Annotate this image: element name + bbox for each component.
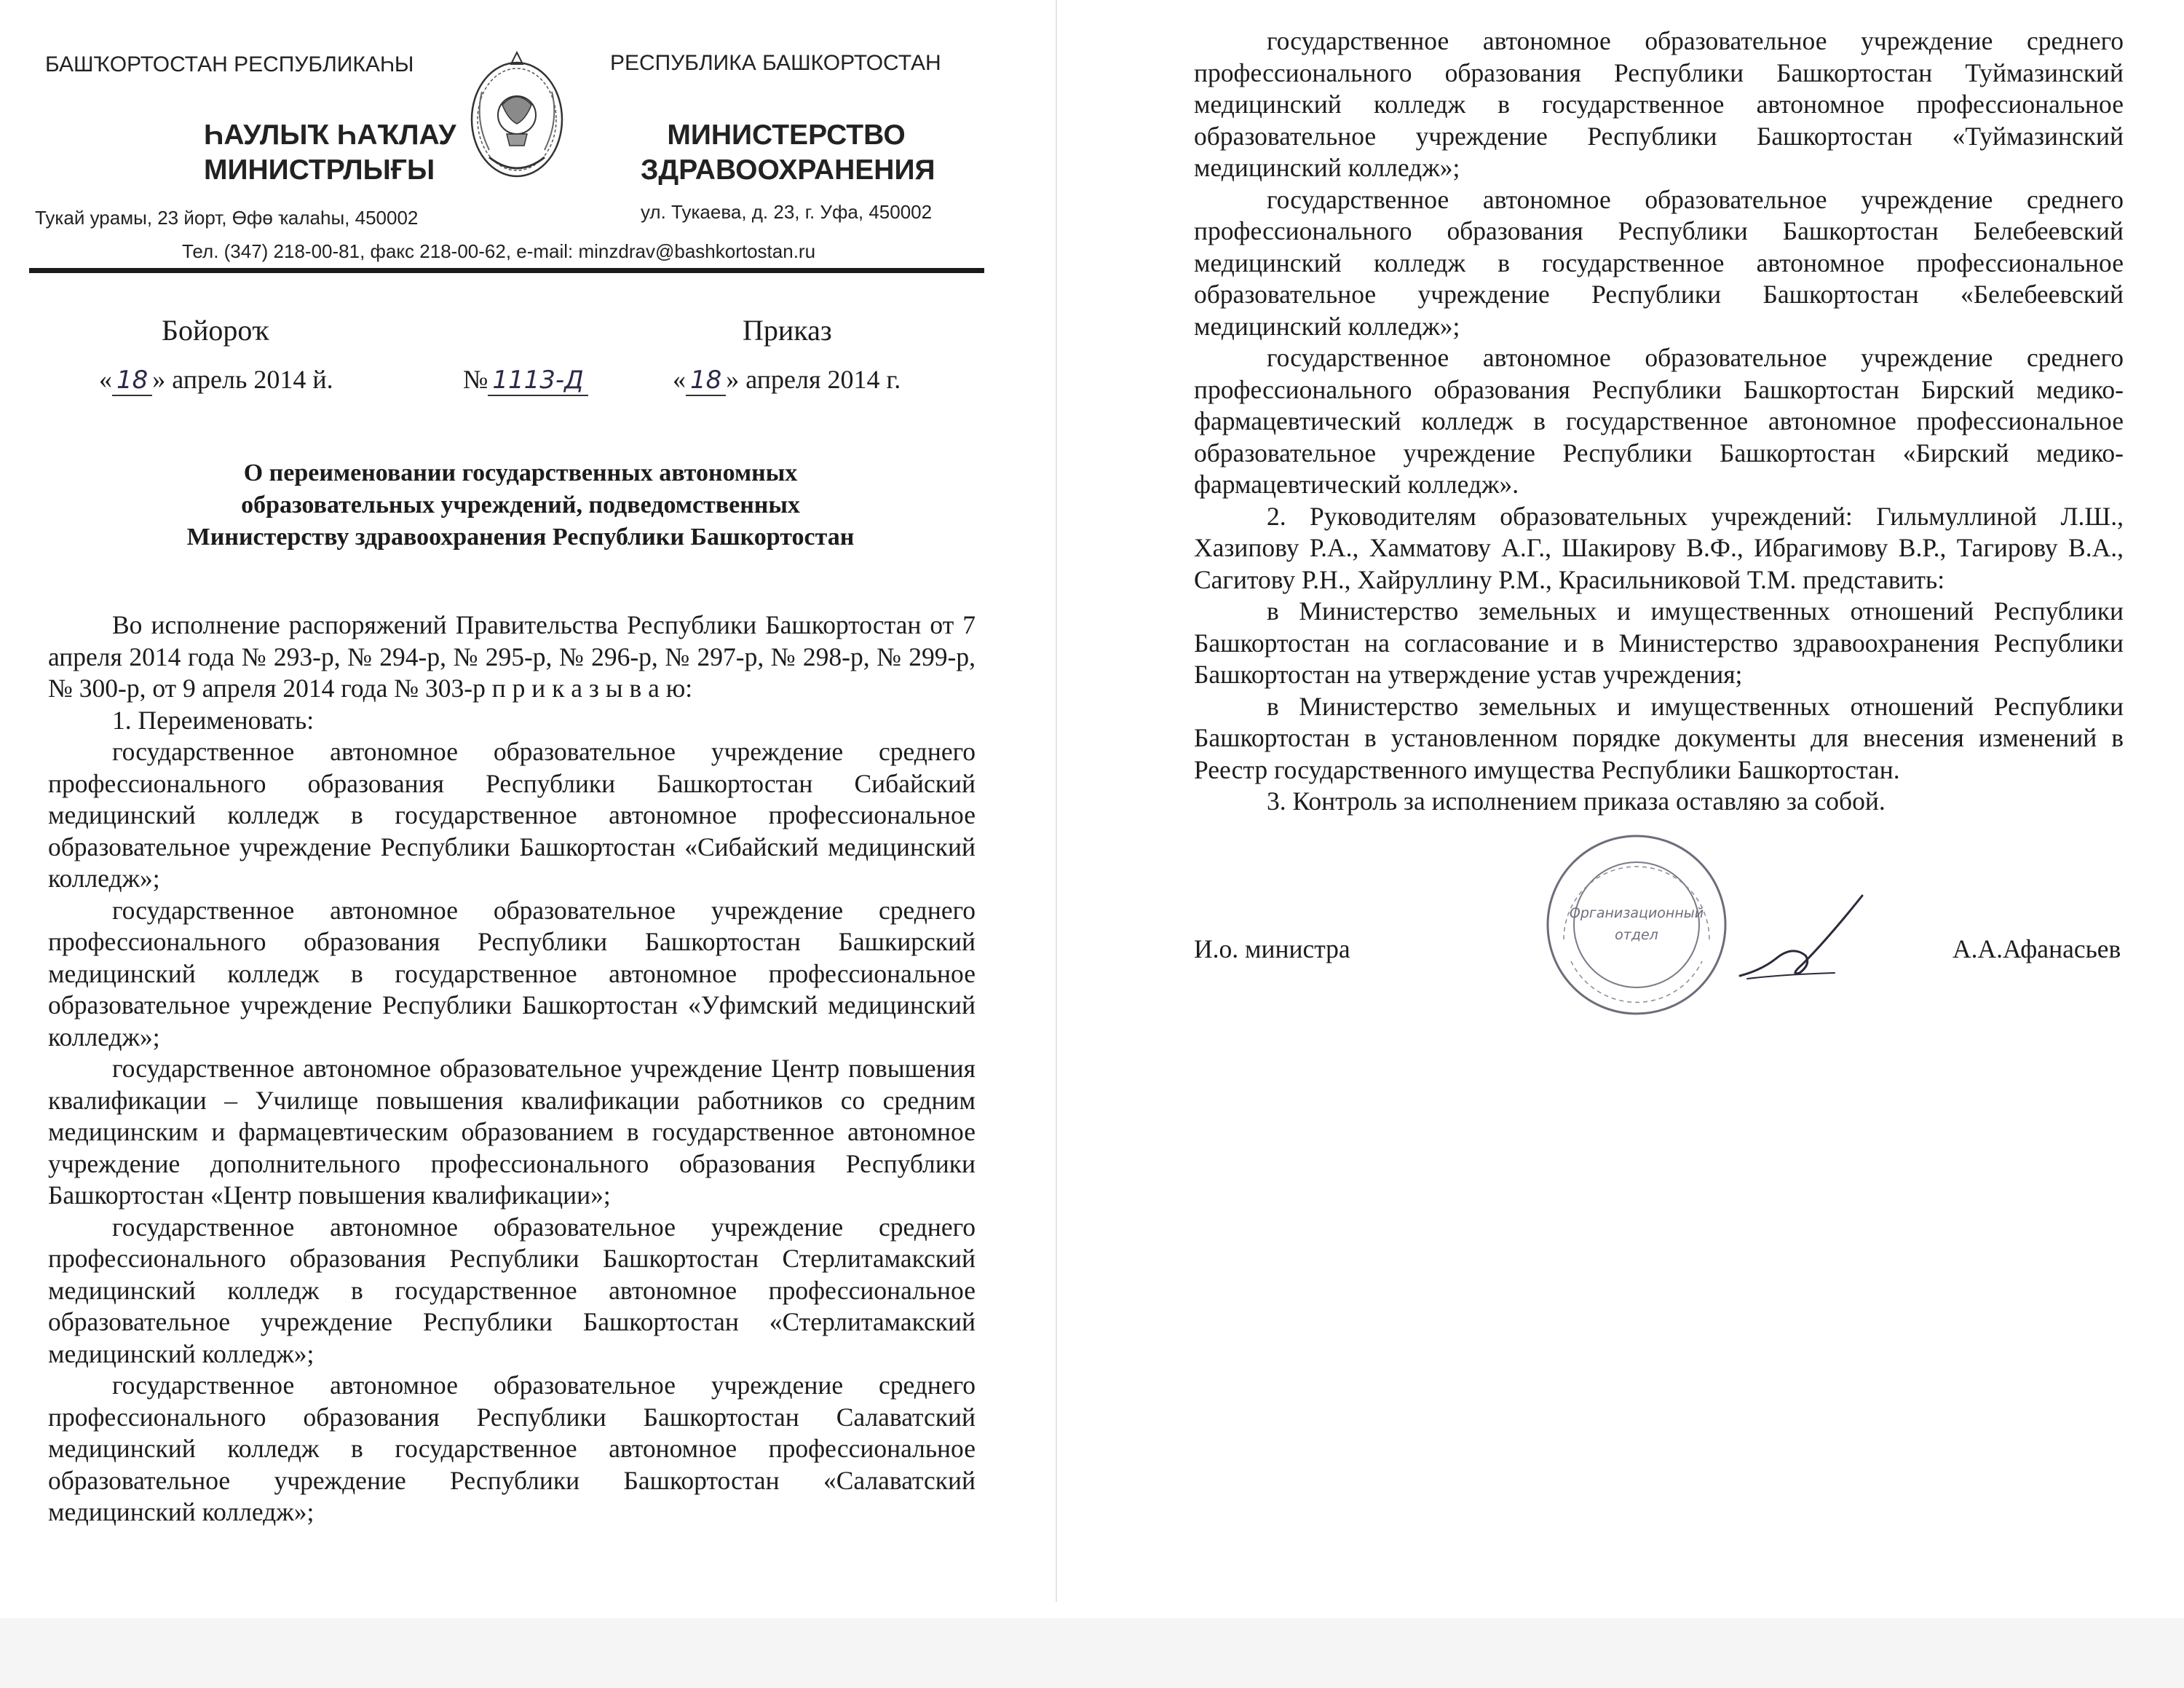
order-date-russian [673,364,901,396]
page-divider [1056,0,1057,1602]
date-rest: » апреля 2014 г. [726,365,901,394]
date-day-handwritten: 18 [112,366,152,396]
date-open-quote: « [673,365,686,394]
header-left-republic: БАШҠОРТОСТАН РЕСПУБЛИКАҺЫ [45,52,414,76]
paragraph-salavat: государственное автономное образовательное учреждение среднего профессионального образования Республики Башкортостан Салаватский медицинский колледж в государственное автономное профессиональное образовательное учреждение Республики Башкортостан «Салаватский медицинский колледж»; [48,1370,976,1526]
header-right-ministry-line1: МИНИСТЕРСТВО [667,119,906,151]
header-left-ministry [204,118,456,187]
paragraph-bashkir-college: государственное автономное образовательное учреждение среднего профессионального образования Республики Башкортостан Башкирский медицинский колледж в государственное автономное профессиональное образовательное учреждение Республики Башкортостан «Уфимский медицинский колледж»; [48,895,976,1052]
header-left-ministry-line1: ҺАУЛЫҠ ҺАҠЛАУ [204,119,456,151]
order-heading-bashkir: Бойороҡ [162,314,269,347]
paragraph-sterlitamak: государственное автономное образовательное учреждение среднего профессионального образования Республики Башкортостан Стерлитамакский медицинский колледж в государственное автономное профессиональное образовательное учреждение Республики Башкортостан «Стерлитамакский медицинский колледж»; [48,1212,976,1368]
right-body [1194,25,2124,818]
round-stamp-icon [1542,830,1731,1019]
header-left-address: Тукай урамы, 23 йорт, Өфө ҡалаһы, 450002 [35,207,419,229]
svg-text:Организационный: Организационный [1569,905,1704,921]
header-right-ministry [641,118,935,187]
signer-name: А.А.Афанасьев [1952,934,2121,963]
order-date-bashkir [99,364,333,396]
paragraph-birsk: государственное автономное образовательное учреждение среднего профессионального образования Республики Башкортостан Бирский медико-фармацевтический колледж в государственное автономное профессиональное образовательное учреждение Республики Башкортостан «Бирский медико-фармацевтический колледж». [1194,343,2124,499]
document-title [44,457,997,553]
header-right-address: ул. Тукаева, д. 23, г. Уфа, 450002 [641,201,933,223]
header-rule [29,268,984,273]
title-line-1: О переименовании государственных автономных [243,460,798,486]
order-heading-russian: Приказ [743,314,832,347]
left-page [0,0,1056,1688]
left-body [48,610,976,1529]
signer-position: И.о. министра [1194,934,1350,963]
paragraph-land-ministry-registry: в Министерство земельных и имущественных отношений Республики Башкортостан в установленном порядке документы для внесения изменений в Реестр государственного имущества Республики Башкортостан. [1194,691,2124,784]
header-right-republic: РЕСПУБЛИКА БАШКОРТОСТАН [610,51,941,75]
header-right-ministry-line2: ЗДРАВООХРАНЕНИЯ [641,154,935,186]
paragraph-belebey: государственное автономное образовательное учреждение среднего профессионального образования Республики Башкортостан Белебеевский медицинский колледж в государственное автономное профессиональное образовательное учреждение Республики Башкортостан «Белебеевский медицинский колледж»; [1194,184,2124,341]
bashkortostan-emblem-icon [460,48,574,185]
order-number [463,364,588,396]
header-left-ministry-line2: МИНИСТРЛЫҒЫ [204,154,435,186]
title-line-3: Министерству здравоохранения Республики Башкортостан [186,524,855,551]
paragraph-item-1: 1. Переименовать: [112,705,314,735]
number-sign: № [463,365,488,394]
svg-text:отдел: отдел [1615,927,1658,943]
paragraph-land-ministry-statute: в Министерство земельных и имущественных отношений Республики Башкортостан на согласование и в Министерство здравоохранения Республики Башкортостан на утверждение устав учреждения; [1194,596,2124,689]
number-handwritten: 1113-Д [488,366,587,396]
header-contacts: Тел. (347) 218-00-81, факс 218-00-62, e-mail: minzdrav@bashkortostan.ru [182,240,816,262]
paragraph-item-3: 3. Контроль за исполнением приказа оставляю за собой. [1267,786,1886,816]
title-line-2: образовательных учреждений, подведомственных [241,492,800,518]
paragraph-qualification-center: государственное автономное образовательное учреждение Центр повышения квалификации – Училище повышения квалификации работников со средним медицинским и фармацевтическим образованием в государственное автономное учреждение дополнительного профессионального образования Республики Башкортостан «Центр повышения квалификации»; [48,1054,976,1210]
paragraph-sibay: государственное автономное образовательное учреждение среднего профессионального образования Республики Башкортостан Сибайский медицинский колледж в государственное автономное профессиональное образовательное учреждение Республики Башкортостан «Сибайский медицинский колледж»; [48,737,976,893]
paragraph-tuymazy: государственное автономное образовательное учреждение среднего профессионального образования Республики Башкортостан Туймазинский медицинский колледж в государственное автономное профессиональное образовательное учреждение Республики Башкортостан «Туймазинский медицинский колледж»; [1194,26,2124,182]
date-rest: » апрель 2014 й. [152,365,333,394]
paragraph-preamble: Во исполнение распоряжений Правительства Республики Башкортостан от 7 апреля 2014 года № 293-р, № 294-р, № 295-р, № 296-р, № 297-р, № 298-р, № 299-р, № 300-р, от 9 апреля 2014 года № 303-р п р и к а з ы в а ю: [48,610,976,703]
handwritten-signature [1733,888,1871,990]
date-open-quote: « [99,365,112,394]
paragraph-item-2: 2. Руководителям образовательных учреждений: Гильмуллиной Л.Ш., Хазипову Р.А., Хамматову А.Г., Шакирову В.Ф., Ибрагимову В.Р., Тагирову В.А., Сагитову Р.Н., Хайруллину Р.М., Красильниковой Т.М. представить: [1194,501,2124,594]
date-day-handwritten: 18 [686,366,726,396]
